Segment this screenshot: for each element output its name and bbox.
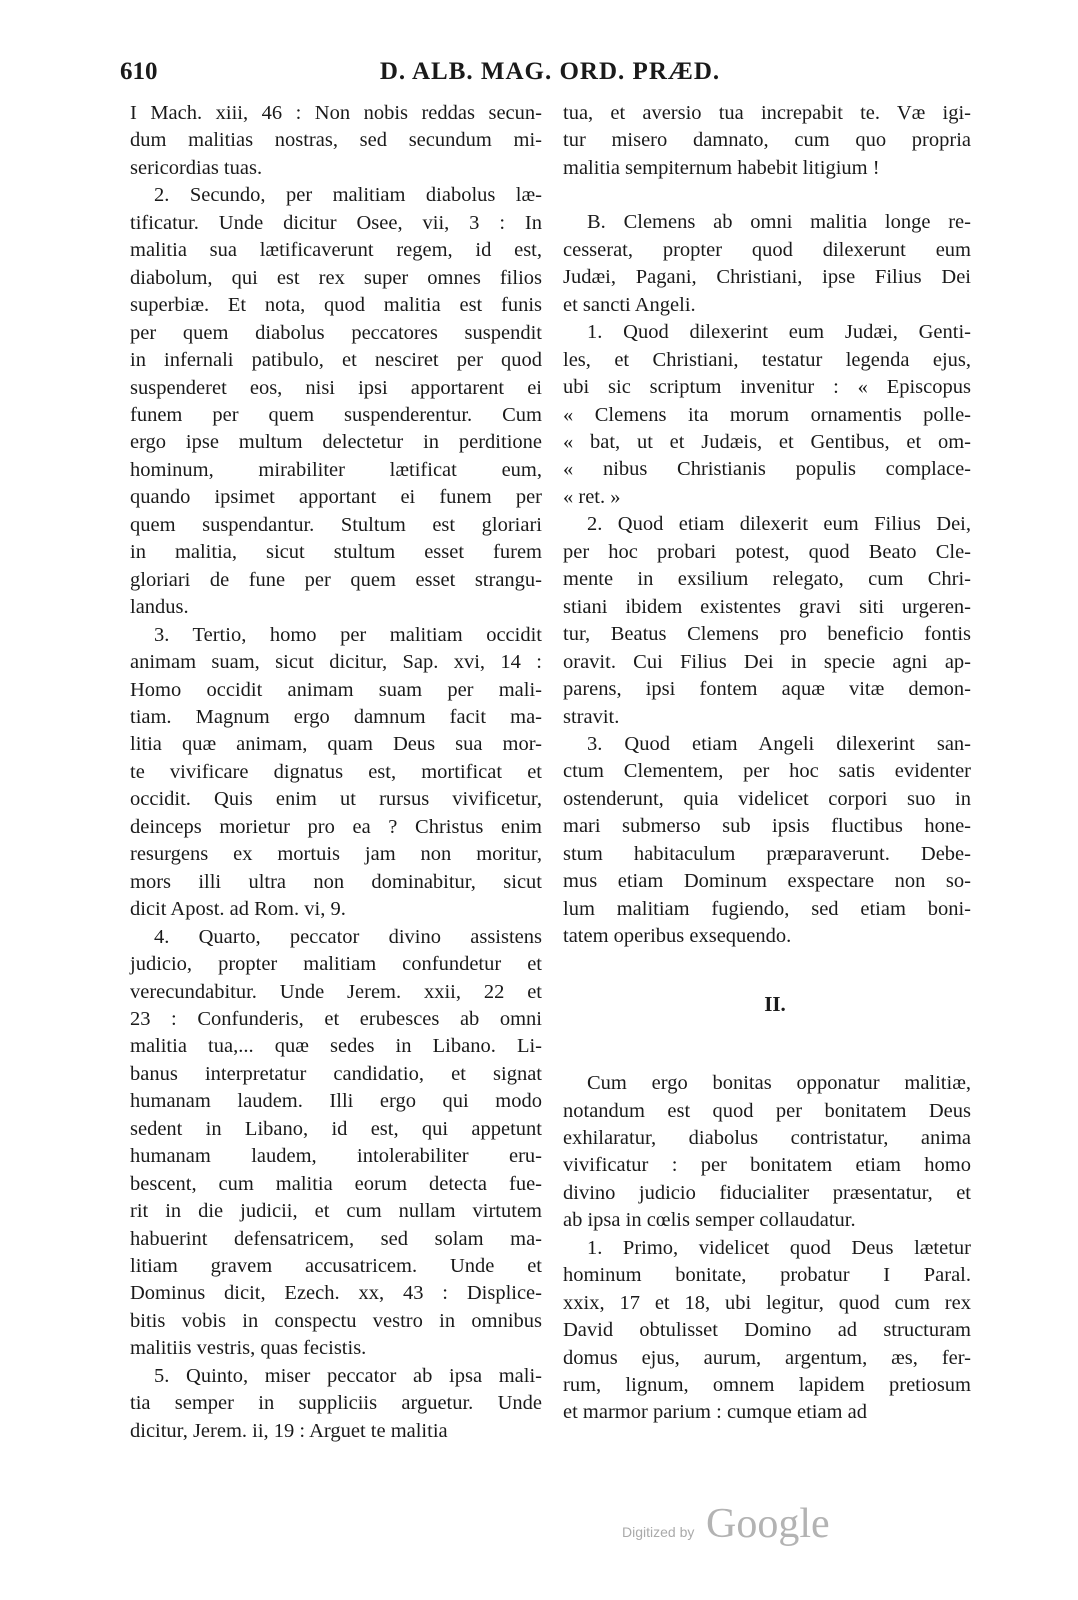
text-line: humanam laudem. Illi ergo qui modo <box>130 1090 542 1113</box>
text-line: malitiis vestris, quas fecistis. <box>130 1337 367 1360</box>
text-line: resurgens ex mortuis jam non moritur, <box>130 843 542 866</box>
text-line: gloriari de fune per quem esset strangu- <box>130 568 542 591</box>
text-line: 1. Primo, videlicet quod Deus lætetur <box>587 1236 971 1259</box>
text-line: « bat, ut et Judæis, et Gentibus, et om- <box>563 430 971 453</box>
text-line: superbiæ. Et nota, quod malitia est funis <box>130 294 542 317</box>
text-line: per hoc probari potest, quod Beato Cle- <box>563 540 971 563</box>
text-line: per quem diabolus peccatores suspendit <box>130 321 542 344</box>
text-line: 5. Quinto, miser peccator ab ipsa mali- <box>154 1364 542 1387</box>
text-line: dum malitias nostras, sed secundum mi- <box>130 129 542 152</box>
text-line: domus ejus, aurum, argentum, æs, fer- <box>563 1346 971 1369</box>
text-line: 23 : Confunderis, et erubesces ab omni <box>130 1007 542 1030</box>
text-line: hominum bonitate, probatur I Paral. <box>563 1264 971 1287</box>
text-line: exhilaratur, diabolus contristatur, anima <box>563 1126 971 1149</box>
text-line: 2. Quod etiam dilexerit eum Filius Dei, <box>587 513 971 536</box>
text-line: diabolum, qui est rex super omnes filios <box>130 266 542 289</box>
text-line: xxix, 17 et 18, ubi legitur, quod cum rex <box>563 1291 971 1314</box>
text-line: 1. Quod dilexerint eum Judæi, Genti- <box>587 321 971 344</box>
text-line: tur misero damnato, cum quo propria <box>563 129 971 152</box>
text-line: sedent in Libano, id est, qui appetunt <box>130 1117 542 1140</box>
text-line: deinceps morietur pro ea ? Christus enim <box>130 815 542 838</box>
text-line: notandum est quod per bonitatem Deus <box>563 1099 971 1122</box>
text-line: divino judicio fiducialiter præsentatur, et <box>563 1181 971 1204</box>
text-line: lum malitiam fugiendo, sed etiam boni- <box>563 897 971 920</box>
text-line: animam suam, sicut dicitur, Sap. xvi, 14 : <box>130 651 542 674</box>
text-line: dicitur, Jerem. ii, 19 : Arguet te malitia <box>130 1419 448 1442</box>
text-line: tiam. Magnum ergo damnum facit ma- <box>130 705 542 728</box>
text-line: bitis vobis in conspectu vestro in omnibus <box>130 1309 542 1332</box>
text-line: in malitia, sicut stultum esset furem <box>130 541 542 564</box>
text-line: funem per quem suspenderentur. Cum <box>130 403 542 426</box>
text-line: stiani ibidem existentes gravi siti urgeren- <box>563 595 971 618</box>
text-line: suspenderet eos, nisi ipsi apportarent ei <box>130 376 542 399</box>
text-line: cesserat, propter quod dilexerunt eum <box>563 238 971 261</box>
text-line: quem suspendantur. Stultum est gloriari <box>130 513 542 536</box>
text-line: ostenderunt, quia videlicet corpori suo in <box>563 787 971 810</box>
text-line: rit in die judicii, et cum nullam virtutem <box>130 1200 542 1223</box>
text-line: Judæi, Pagani, Christiani, ipse Filius Dei <box>563 266 971 289</box>
text-line: malitia tua,... quæ sedes in Libano. Li- <box>130 1035 542 1058</box>
text-line: tua, et aversio tua increpabit te. Væ igi- <box>563 102 971 124</box>
text-line: sericordias tuas. <box>130 156 263 179</box>
text-line: litiam gravem accusatricem. Unde et <box>130 1255 542 1278</box>
text-line: David obtulisset Domino ad structuram <box>563 1319 971 1342</box>
text-line: oravit. Cui Filius Dei in specie agni ap- <box>563 650 971 673</box>
paragraph-gap <box>563 182 971 209</box>
right-column-section-ii <box>563 1070 971 1427</box>
text-line: tatem operibus exsequendo. <box>563 925 792 948</box>
text-line: ubi sic scriptum invenitur : « Episcopus <box>563 376 971 399</box>
text-line: « nibus Christianis populis complace- <box>563 458 971 481</box>
text-line: mors illi ultra non dominabitur, sicut <box>130 870 542 893</box>
text-line: I Mach. xiii, 46 : Non nobis reddas secun- <box>130 102 542 124</box>
text-line: ctum Clementem, per hoc satis evidenter <box>563 760 971 783</box>
running-head: D. ALB. MAG. ORD. PRÆD. <box>379 58 721 85</box>
text-line: landus. <box>130 596 189 619</box>
text-line: Dominus dicit, Ezech. xx, 43 : Displice- <box>130 1282 542 1305</box>
text-line: mari submerso sub ipsis fluctibus hone- <box>563 815 971 838</box>
left-column <box>130 100 542 1445</box>
page-header <box>120 58 980 98</box>
text-line: tia semper in suppliciis arguetur. Unde <box>130 1392 542 1415</box>
text-line: et sancti Angeli. <box>563 293 696 316</box>
text-line: ab ipsa in cœlis semper collaudatur. <box>563 1209 856 1232</box>
text-line: 3. Quod etiam Angeli dilexerint san- <box>587 732 971 755</box>
text-line: les, et Christiani, testatur legenda ejus, <box>563 348 971 371</box>
text-line: « ret. » <box>563 485 621 508</box>
text-line: stravit. <box>563 705 620 728</box>
text-line: verecundabitur. Unde Jerem. xxii, 22 et <box>130 980 542 1003</box>
text-line: malitia sempiternum habebit litigium ! <box>563 156 880 179</box>
text-line: litia quæ animam, quam Deus sua mor- <box>130 733 542 756</box>
text-line: in infernali patibulo, et nesciret per quod <box>130 349 542 372</box>
text-line: banus interpretatur candidatio, et signat <box>130 1062 542 1085</box>
text-line: mente in exsilium relegato, cum Chri- <box>563 568 971 591</box>
text-line: dicit Apost. ad Rom. vi, 9. <box>130 898 346 921</box>
text-line: habuerint defensatricem, sed solam ma- <box>130 1227 542 1250</box>
text-line: bescent, cum malitia eorum detecta fue- <box>130 1172 542 1195</box>
text-line: stum habitaculum præparaverunt. Debe- <box>563 842 971 865</box>
right-column-section-b <box>563 209 971 950</box>
text-line: humanam laudem, intolerabiliter eru- <box>130 1145 542 1168</box>
text-line: vivificatur : per bonitatem etiam homo <box>563 1154 971 1177</box>
text-line: rum, lignum, omnem lapidem pretiosum <box>563 1374 971 1397</box>
text-line: tur, Beatus Clemens pro beneficio fontis <box>563 623 971 646</box>
google-logo: Google <box>706 1501 830 1547</box>
text-line: mus etiam Dominum exspectare non so- <box>563 870 971 893</box>
text-line: et marmor parium : cumque etiam ad <box>563 1401 867 1424</box>
text-line: quando ipsimet apportant ei funem per <box>130 486 542 509</box>
text-line: occidit. Quis enim ut rursus vivificetur, <box>130 788 542 811</box>
section-heading: II. <box>764 991 786 1016</box>
text-line: 2. Secundo, per malitiam diabolus læ- <box>154 184 542 207</box>
page-number: 610 <box>120 58 158 85</box>
right-column <box>563 100 971 1427</box>
text-line: 4. Quarto, peccator divino assistens <box>154 925 542 948</box>
text-line: te vivificare dignatus est, mortificat et <box>130 760 542 783</box>
text-line: Cum ergo bonitas opponatur malitiæ, <box>587 1072 971 1095</box>
digitized-by-text: Digitized by <box>622 1524 695 1540</box>
digitized-watermark <box>610 1500 850 1560</box>
text-line: hominum, mirabiliter lætificat eum, <box>130 458 542 481</box>
text-line: ergo ipse multum delectetur in perditione <box>130 431 542 454</box>
text-line: parens, ipsi fontem aquæ vitæ demon- <box>563 678 971 701</box>
text-line: judicio, propter malitiam confundetur et <box>130 953 542 976</box>
right-column-continuation <box>563 100 971 182</box>
text-line: 3. Tertio, homo per malitiam occidit <box>154 623 542 646</box>
text-line: malitia sua lætificaverunt regem, id est, <box>130 239 542 262</box>
text-line: B. Clemens ab omni malitia longe re- <box>587 211 971 234</box>
text-line: Homo occidit animam suam per mali- <box>130 678 542 701</box>
text-line: « Clemens ita morum ornamentis polle- <box>563 403 971 426</box>
text-line: tificatur. Unde dicitur Osee, vii, 3 : In <box>130 211 542 234</box>
